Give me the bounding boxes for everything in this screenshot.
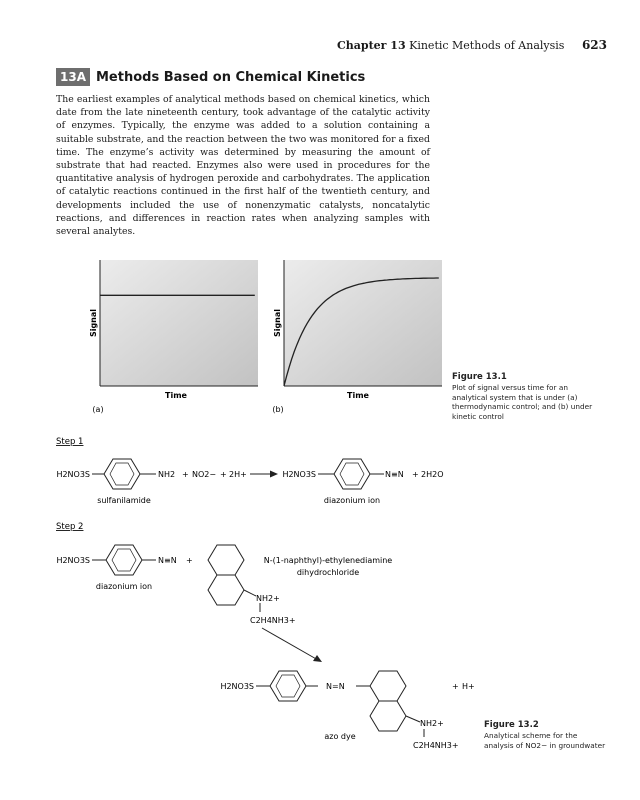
figure-13-2-caption <box>484 720 608 750</box>
x-axis-label-b: Time <box>347 391 369 400</box>
section-title: Methods Based on Chemical Kinetics <box>96 69 366 85</box>
nitrite: NO2− <box>192 470 217 479</box>
azo-nh2-plus: NH2+ <box>420 719 444 728</box>
azo-ethyl-amine: C2H4NH3+ <box>413 741 459 750</box>
benzene-ring-diazonium-2 <box>106 545 142 575</box>
chapter-title: Kinetic Methods of Analysis <box>409 39 565 52</box>
n-triple-n-2: N≡N <box>158 556 177 565</box>
page-number: 623 <box>581 38 607 52</box>
reagent-name-line2: dihydrochloride <box>296 568 360 577</box>
plus-4: + <box>186 556 193 565</box>
h-plus: H+ <box>462 682 475 691</box>
h2no3s-2: H2NO3S <box>282 470 316 479</box>
n-triple-n-1: N≡N <box>385 470 404 479</box>
plus-3: + <box>412 470 419 479</box>
benzene-inner-diazonium-2 <box>112 549 136 571</box>
reaction-arrow-head-1 <box>270 471 278 478</box>
benzene-ring-azo <box>270 671 306 701</box>
reaction-arrow-head-2 <box>313 655 322 662</box>
plus-5: + <box>452 682 459 691</box>
figure-13-1-text: Plot of signal versus time for an analytical system that is under (a) thermodynamic control; and (b) under kinetic control <box>452 383 593 421</box>
h2no3s-4: H2NO3S <box>220 682 254 691</box>
panel-label-b: (b) <box>272 405 284 414</box>
h2no3s-3: H2NO3S <box>56 556 90 565</box>
benzene-ring-sulfanilamide <box>104 459 140 489</box>
two-h-plus: 2H+ <box>229 470 247 479</box>
plus-1: + <box>182 470 189 479</box>
figure-13-1-label: Figure 13.1 <box>452 372 507 382</box>
reagent-nh2-plus: NH2+ <box>256 594 280 603</box>
y-axis-label-a: Signal <box>89 308 98 338</box>
benzene-inner-azo <box>276 675 300 697</box>
sulfanilamide-label: sulfanilamide <box>97 496 151 505</box>
benzene-ring-diazonium-1 <box>334 459 370 489</box>
azo-dye-label: azo dye <box>324 732 356 741</box>
naphthalene-ring-1 <box>208 545 244 575</box>
reagent-name-line1: N-(1-naphthyl)-ethylenediamine <box>263 556 393 565</box>
panel-label-a: (a) <box>92 405 104 414</box>
y-axis-label-b: Signal <box>273 308 282 338</box>
nh2-group: NH2 <box>158 470 176 479</box>
plus-2: + <box>220 470 227 479</box>
benzene-inner-sulfanilamide <box>110 463 134 485</box>
reagent-ethyl-amine: C2H4NH3+ <box>250 616 296 625</box>
section-badge: 13A <box>56 68 90 86</box>
step2-label: Step 2 <box>56 522 84 532</box>
azo-naphthalene-ring-2 <box>370 701 406 731</box>
figure-13-2-label: Figure 13.2 <box>484 720 539 730</box>
body-paragraph: The earliest examples of analytical methods based on chemical kinetics, which date from the late nineteenth century, took advantage of the catalytic activity of enzymes. Typically, the enzyme was added to a solution containing a suitable substrate, and the reaction between the two was monitored for a fixed time. The enzyme’s activity was determined by measuring the amount of substrate that had reacted. Enzymes also were used in procedures for the quantitative analysis of hydrogen peroxide and carbohydrates. The application of catalytic reactions continued in the first half of the twentieth century, and developments included the use of nonenzymatic catalysts, noncatalytic reactions, and differences in reaction rates when analyzing samples with several analytes. <box>56 94 430 238</box>
two-h2o: 2H2O <box>421 470 444 479</box>
diazonium-ion-label-1: diazonium ion <box>323 496 381 505</box>
azo-link: N=N <box>326 682 345 691</box>
azo-naphthalene-ring-1 <box>370 671 406 701</box>
h2no3s-1: H2NO3S <box>56 470 90 479</box>
figure-13-2-text: Analytical scheme for the analysis of NO2− in groundwater <box>484 731 606 750</box>
x-axis-label-a: Time <box>165 391 187 400</box>
naphthalene-ring-2 <box>208 575 244 605</box>
diazonium-ion-label-2: diazonium ion <box>95 582 153 591</box>
benzene-inner-diazonium-1 <box>340 463 364 485</box>
step1-label: Step 1 <box>56 437 84 447</box>
chapter-label: Chapter 13 <box>337 39 406 52</box>
